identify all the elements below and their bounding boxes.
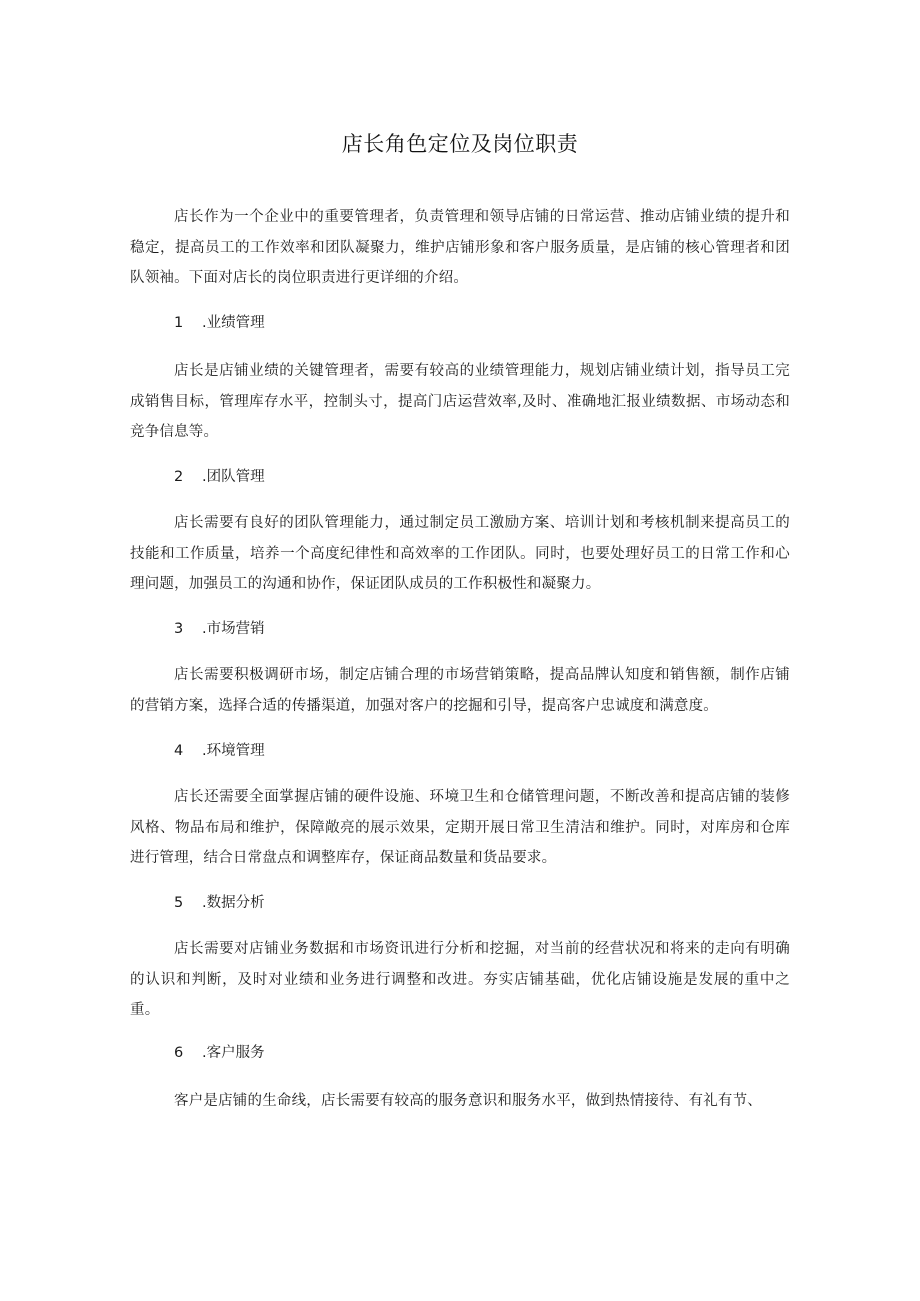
section-title: .团队管理 bbox=[202, 469, 265, 485]
page-title: 店长角色定位及岗位职责 bbox=[341, 132, 579, 156]
section-heading-3 bbox=[130, 614, 834, 645]
section-number: 3 bbox=[174, 621, 184, 637]
section-heading-1 bbox=[130, 308, 834, 339]
section-heading-2 bbox=[130, 462, 834, 493]
section-paragraph-4: 店长还需要全面掌握店铺的硬件设施、环境卫生和仓储管理问题，不断改善和提高店铺的装修风格、物品布局和维护，保障敞亮的展示效果，定期开展日常卫生清洁和维护。同时，对库房和仓库进行管理，结合日常盘点和调整库存，保证商品数量和货品要求。 bbox=[130, 789, 790, 866]
section-paragraph-1: 店长是店铺业绩的关键管理者，需要有较高的业绩管理能力，规划店铺业绩计划，指导员工完成销售目标，管理库存水平，控制头寸，提高门店运营效率,及时、准确地汇报业绩数据、市场动态和竞争信息等。 bbox=[130, 363, 790, 440]
section-paragraph-2: 店长需要有良好的团队管理能力，通过制定员工激励方案、培训计划和考核机制来提高员工的技能和工作质量，培养一个高度纪律性和高效率的工作团队。同时，也要处理好员工的日常工作和心理问题，加强员工的沟通和协作，保证团队成员的工作积极性和凝聚力。 bbox=[130, 515, 790, 592]
section-number: 5 bbox=[174, 895, 184, 911]
section-paragraph-6: 客户是店铺的生命线，店长需要有较高的服务意识和服务水平，做到热情接待、有礼有节、 bbox=[174, 1093, 762, 1109]
section-heading-4 bbox=[130, 736, 834, 767]
section-title: .数据分析 bbox=[202, 895, 265, 911]
section-heading-5 bbox=[130, 888, 834, 919]
intro-paragraph: 店长作为一个企业中的重要管理者，负责管理和领导店铺的日常运营、推动店铺业绩的提升和稳定，提高员工的工作效率和团队凝聚力，维护店铺形象和客户服务质量，是店铺的核心管理者和团队领袖。下面对店长的岗位职责进行更详细的介绍。 bbox=[130, 209, 790, 286]
section-title: .客户服务 bbox=[202, 1045, 265, 1061]
section-number: 6 bbox=[174, 1045, 184, 1061]
section-number: 4 bbox=[174, 743, 184, 759]
section-heading-6 bbox=[130, 1038, 834, 1069]
section-paragraph-3: 店长需要积极调研市场，制定店铺合理的市场营销策略，提高品牌认知度和销售额，制作店铺的营销方案，选择合适的传播渠道，加强对客户的挖掘和引导，提高客户忠诚度和满意度。 bbox=[130, 667, 790, 714]
section-number: 2 bbox=[174, 469, 184, 485]
section-title: .环境管理 bbox=[202, 743, 265, 759]
section-paragraph-5: 店长需要对店铺业务数据和市场资讯进行分析和挖掘，对当前的经营状况和将来的走向有明确的认识和判断，及时对业绩和业务进行调整和改进。夯实店铺基础，优化店铺设施是发展的重中之重。 bbox=[130, 941, 790, 1018]
section-title: .市场营销 bbox=[202, 621, 265, 637]
section-title: .业绩管理 bbox=[202, 315, 265, 331]
section-number: 1 bbox=[174, 315, 184, 331]
